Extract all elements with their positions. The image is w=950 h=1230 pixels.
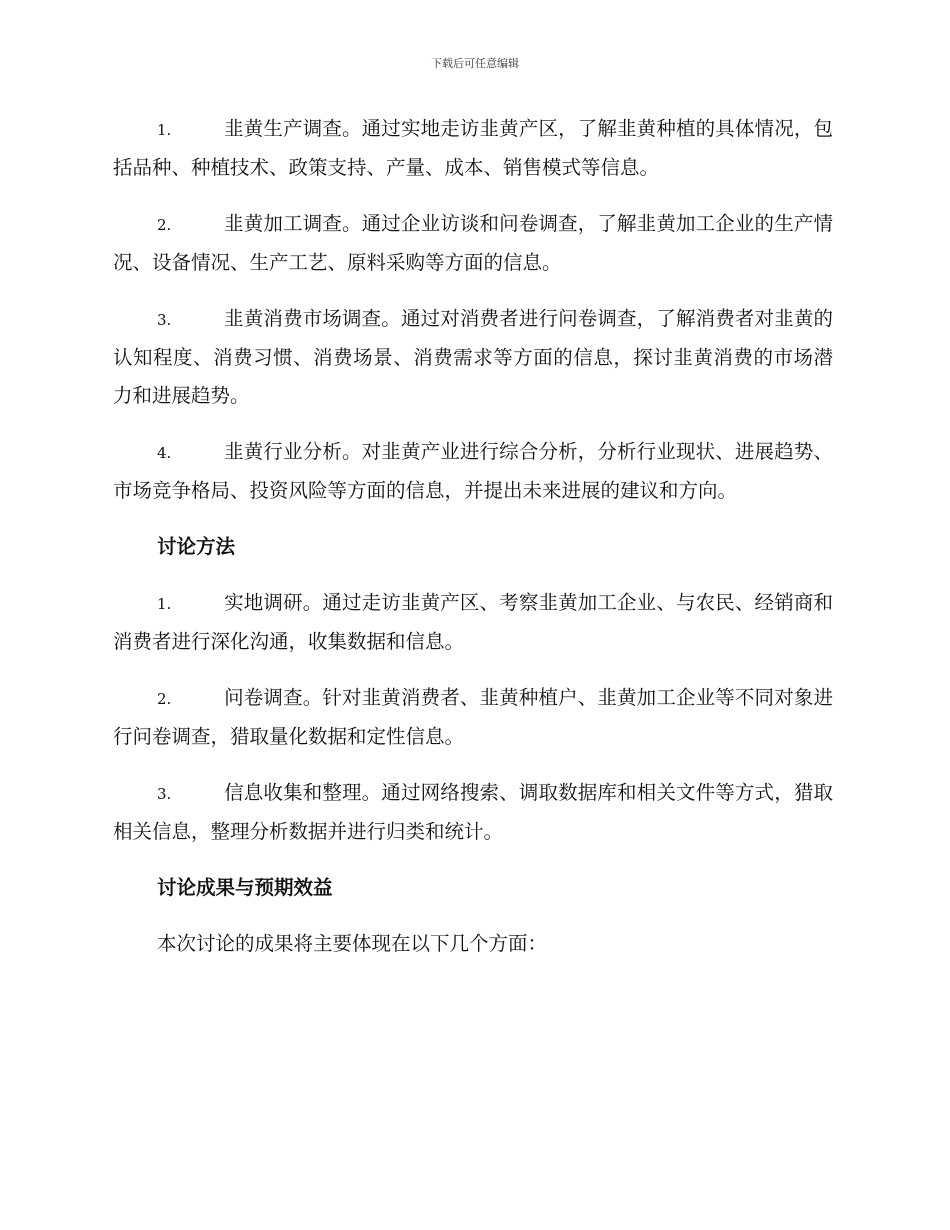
- list-text: 韭黄消费市场调查。通过对消费者进行问卷调查，了解消费者对韭黄的认知程度、消费习惯、消费场景、消费需求等方面的信息，探讨韭黄消费的市场潜力和进展趋势。: [113, 307, 833, 407]
- list-item: [113, 205, 833, 282]
- list-item: [113, 433, 833, 510]
- section-heading-methods: 讨论方法: [157, 535, 236, 558]
- list-text: 韭黄生产调查。通过实地走访韭黄产区，了解韭黄种植的具体情况，包括品种、种植技术、政策支持、产量、成本、销售模式等信息。: [113, 117, 833, 179]
- list-item: [113, 679, 833, 756]
- list-number: 1.: [157, 121, 172, 139]
- list-item: [113, 110, 833, 187]
- document-body: [113, 110, 833, 981]
- list-number: 1.: [157, 595, 172, 613]
- list-number: 4.: [157, 444, 172, 462]
- list-number: 3.: [157, 785, 172, 803]
- list-text: 问卷调查。针对韭黄消费者、韭黄种植户、韭黄加工企业等不同对象进行问卷调查，猎取量化数据和定性信息。: [113, 686, 833, 748]
- list-number: 2.: [157, 216, 172, 234]
- list-number: 3.: [157, 311, 172, 329]
- list-number: 2.: [157, 690, 172, 708]
- closing-paragraph: 本次讨论的成果将主要体现在以下几个方面：: [157, 932, 548, 955]
- list-text: 韭黄加工调查。通过企业访谈和问卷调查，了解韭黄加工企业的生产情况、设备情况、生产工艺、原料采购等方面的信息。: [113, 212, 833, 274]
- list-item: [113, 300, 833, 415]
- page-header: 下载后可任意编辑: [431, 57, 519, 70]
- list-item: [113, 774, 833, 851]
- list-item: [113, 584, 833, 661]
- list-text: 信息收集和整理。通过网络搜索、调取数据库和相关文件等方式，猎取相关信息，整理分析数据并进行归类和统计。: [113, 781, 833, 843]
- section-heading-results: 讨论成果与预期效益: [157, 876, 333, 899]
- list-text: 韭黄行业分析。对韭黄产业进行综合分析，分析行业现状、进展趋势、市场竞争格局、投资风险等方面的信息，并提出未来进展的建议和方向。: [113, 440, 833, 502]
- list-text: 实地调研。通过走访韭黄产区、考察韭黄加工企业、与农民、经销商和消费者进行深化沟通，收集数据和信息。: [113, 591, 833, 653]
